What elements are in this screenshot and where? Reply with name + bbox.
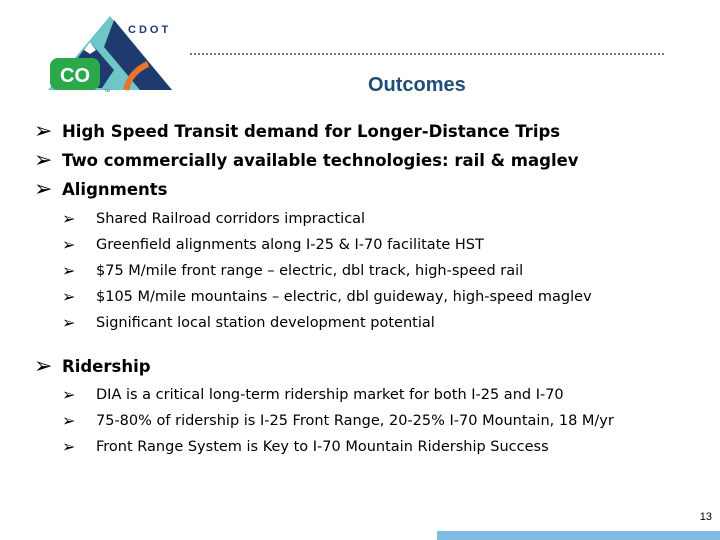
cdot-logo (44, 12, 178, 94)
arrow-bullet-icon: ➢ (62, 313, 76, 332)
slide-title: Outcomes (368, 74, 466, 96)
arrow-bullet-icon: ➢ (62, 287, 76, 306)
footer-bar (437, 531, 720, 540)
header-divider (190, 53, 664, 55)
bullet-item (34, 175, 714, 204)
sub-bullet-item (62, 206, 714, 232)
sub-bullet-text: $75 M/mile front range – electric, dbl track, high-speed rail (96, 263, 524, 279)
bullet-text: Alignments (62, 180, 168, 199)
arrow-bullet-icon: ➢ (62, 385, 76, 404)
bullet-item (34, 146, 714, 175)
logo-badge-text: CO (60, 65, 90, 87)
sub-bullet-text: $105 M/mile mountains – electric, dbl guideway, high-speed maglev (96, 289, 592, 305)
bullet-item (34, 117, 714, 146)
arrow-bullet-icon: ➢ (62, 209, 76, 228)
sub-bullet-text: 75-80% of ridership is I-25 Front Range, 20-25% I-70 Mountain, 18 M/yr (96, 413, 614, 429)
sub-bullet-list (34, 206, 714, 336)
sub-bullet-text: Greenfield alignments along I-25 & I-70 facilitate HST (96, 237, 484, 253)
bullet-text: Two commercially available technologies: rail & maglev (62, 151, 579, 170)
bullet-item (34, 352, 714, 381)
sub-bullet-item (62, 258, 714, 284)
sub-bullet-item (62, 284, 714, 310)
bullet-list (34, 117, 714, 460)
sub-bullet-item (62, 310, 714, 336)
arrow-bullet-icon: ➢ (34, 354, 53, 379)
sub-bullet-item (62, 408, 714, 434)
sub-bullet-text: Front Range System is Key to I-70 Mountain Ridership Success (96, 439, 549, 455)
arrow-bullet-icon: ➢ (62, 261, 76, 280)
sub-bullet-text: Shared Railroad corridors impractical (96, 211, 366, 227)
arrow-bullet-icon: ➢ (62, 235, 76, 254)
sub-bullet-text: DIA is a critical long-term ridership market for both I-25 and I-70 (96, 387, 564, 403)
bullet-text: Ridership (62, 357, 151, 376)
sub-bullet-text: Significant local station development potential (96, 315, 435, 331)
arrow-bullet-icon: ➢ (62, 437, 76, 456)
bullet-text: High Speed Transit demand for Longer-Distance Trips (62, 122, 561, 141)
sub-bullet-list (34, 382, 714, 460)
logo-trademark: TM (104, 88, 110, 93)
sub-bullet-item (62, 434, 714, 460)
arrow-bullet-icon: ➢ (34, 148, 53, 173)
logo-top-text: CDOT (128, 24, 172, 36)
page-number: 13 (699, 511, 712, 523)
colorado-triangle-icon (44, 12, 178, 94)
arrow-bullet-icon: ➢ (34, 177, 53, 202)
sub-bullet-item (62, 232, 714, 258)
sub-bullet-item (62, 382, 714, 408)
arrow-bullet-icon: ➢ (34, 119, 53, 144)
arrow-bullet-icon: ➢ (62, 411, 76, 430)
